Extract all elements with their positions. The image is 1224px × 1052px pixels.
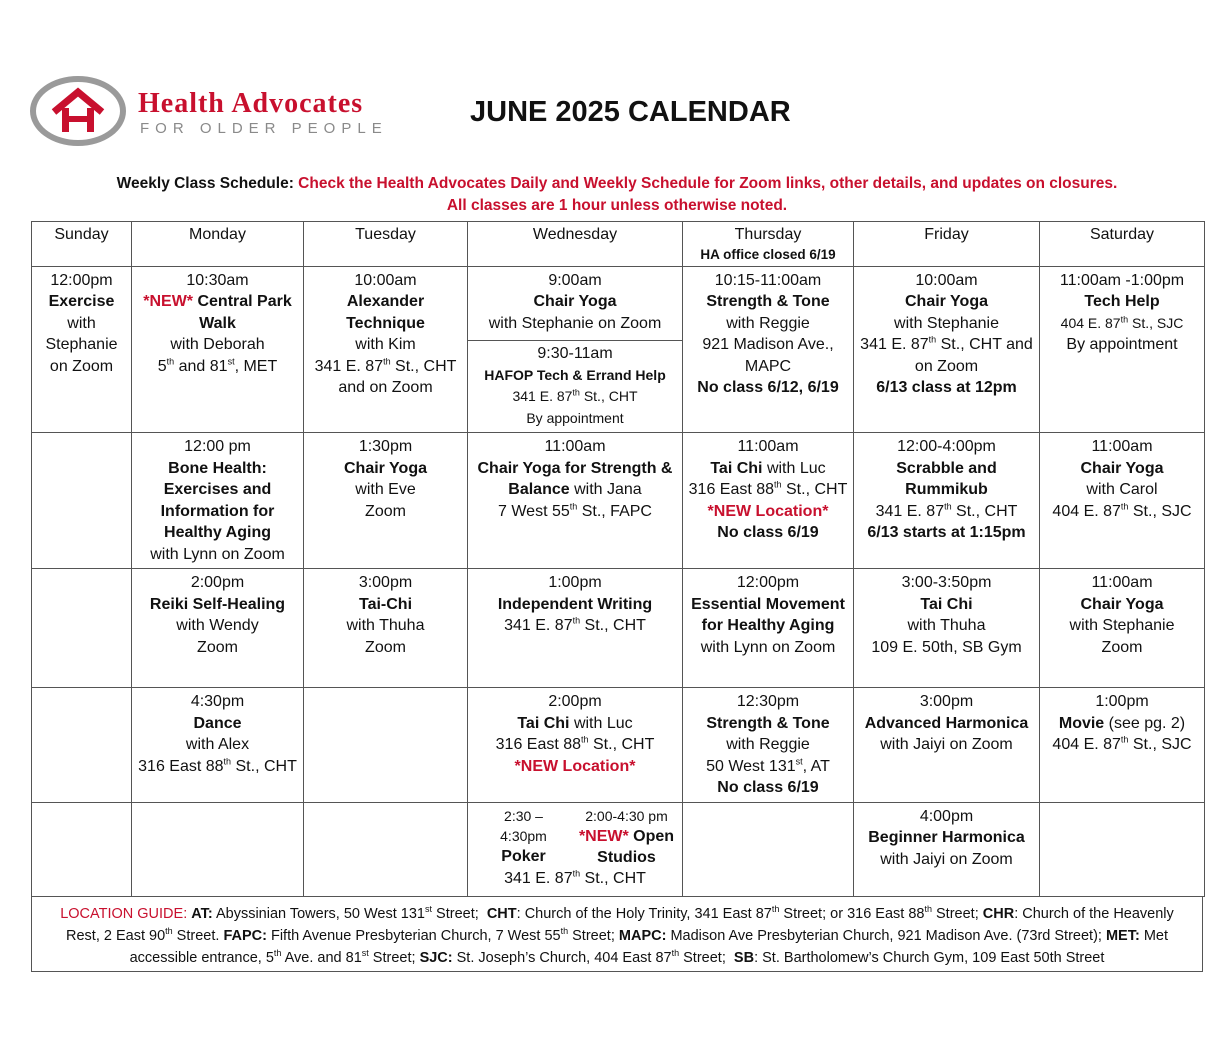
class-cell: 12:00-4:00pm Scrabble and Rummikub 341 E. 87th St., CHT 6/13 starts at 1:15pm bbox=[854, 433, 1040, 569]
day-header-saturday: Saturday bbox=[1040, 222, 1205, 267]
calendar-row-2 bbox=[32, 433, 1205, 569]
logo-tagline: FOR OLDER PEOPLE bbox=[140, 120, 388, 137]
schedule-note bbox=[30, 175, 1204, 193]
class-cell-empty bbox=[32, 802, 132, 896]
calendar-row-1 bbox=[32, 266, 1205, 433]
class-split bbox=[472, 806, 678, 868]
poker-class: 2:30 – 4:30pm Poker bbox=[500, 807, 547, 865]
class-cell-empty bbox=[304, 688, 468, 803]
class-cell: 11:00am Tai Chi with Luc 316 East 88th St., CHT *NEW Location* No class 6/19 bbox=[683, 433, 854, 569]
class-cell-empty bbox=[32, 688, 132, 803]
day-header-tuesday: Tuesday bbox=[304, 222, 468, 267]
class-cell: 11:00am Chair Yoga for Strength & Balance with Jana 7 West 55th St., FAPC bbox=[468, 433, 683, 569]
class-subcell: 9:30-11am HAFOP Tech & Errand Help 341 E. 87th St., CHT By appointment bbox=[468, 340, 682, 429]
logo bbox=[30, 76, 410, 152]
schedule-note-duration: All classes are 1 hour unless otherwise noted. bbox=[446, 197, 788, 214]
schedule-note-label: Weekly Class Schedule: bbox=[116, 175, 294, 192]
class-cell: 2:30 – 4:30pm Poker 2:00-4:30 pm *NEW* Open Studios 341 E. 87th St., CHT bbox=[468, 802, 683, 896]
class-cell: 4:30pm Dance with Alex 316 East 88th St., CHT bbox=[132, 688, 304, 803]
day-header-monday: Monday bbox=[132, 222, 304, 267]
class-cell-empty bbox=[683, 802, 854, 896]
location-guide-label: LOCATION GUIDE: bbox=[60, 906, 188, 922]
class-cell: 3:00-3:50pm Tai Chi with Thuha 109 E. 50th, SB Gym bbox=[854, 569, 1040, 688]
class-cell-empty bbox=[32, 569, 132, 688]
class-cell-empty bbox=[32, 433, 132, 569]
class-cell: 10:30am *NEW* Central Park Walk with Deborah 5th and 81st, MET bbox=[132, 266, 304, 433]
day-header-sunday: Sunday bbox=[32, 222, 132, 267]
calendar-row-3 bbox=[32, 569, 1205, 688]
logo-name: Health Advocates bbox=[138, 88, 364, 119]
class-cell: 1:00pm Independent Writing 341 E. 87th St., CHT bbox=[468, 569, 683, 688]
class-cell: 12:30pm Strength & Tone with Reggie 50 West 131st, AT No class 6/19 bbox=[683, 688, 854, 803]
class-cell: 2:00pm Tai Chi with Luc 316 East 88th St., CHT *NEW Location* bbox=[468, 688, 683, 803]
calendar-row-4 bbox=[32, 688, 1205, 803]
class-cell: 3:00pm Tai-Chi with Thuha Zoom bbox=[304, 569, 468, 688]
class-cell-empty bbox=[132, 802, 304, 896]
class-cell: 12:00pm Essential Movement for Healthy Aging with Lynn on Zoom bbox=[683, 569, 854, 688]
class-cell: 10:00am Alexander Technique with Kim 341 E. 87th St., CHT and on Zoom bbox=[304, 266, 468, 433]
open-studios-class: 2:00-4:30 pm *NEW* Open Studios bbox=[578, 807, 675, 866]
day-header-wednesday: Wednesday bbox=[468, 222, 683, 267]
class-cell: 11:00am Chair Yoga with Stephanie Zoom bbox=[1040, 569, 1205, 688]
schedule-note-text: Check the Health Advocates Daily and Weekly Schedule for Zoom links, other details, and updates on closures. bbox=[298, 175, 1118, 192]
location-guide: LOCATION GUIDE: AT: Abyssinian Towers, 50 West 131st Street; CHT: Church of the Holy Trinity, 341 East 87th Street; or 316 East 88th Street; CHR: Church of the Heavenly Rest, 2 East 90th Street. FAPC: Fifth Avenue Presbyterian Church, 7 West 55th Street; MAPC: Madison Ave Presbyterian Church, 921 Madison Ave. (73rd Street); MET: Met accessible entrance, 5th Ave. and 81st Street; SJC: St. Joseph’s Church, 404 East 87th Street; SB: St. Bartholomew’s Church Gym, 109 East 50th Street bbox=[31, 896, 1203, 972]
class-cell: 11:00am -1:00pm Tech Help 404 E. 87th St., SJC By appointment bbox=[1040, 266, 1205, 433]
office-closed-note: HA office closed 6/19 bbox=[700, 246, 836, 262]
calendar-table bbox=[31, 221, 1205, 897]
class-cell: 12:00 pm Bone Health: Exercises and Information for Healthy Aging with Lynn on Zoom bbox=[132, 433, 304, 569]
day-header-thursday: Thursday HA office closed 6/19 bbox=[683, 222, 854, 267]
calendar-row-5 bbox=[32, 802, 1205, 896]
class-cell: 10:00am Chair Yoga with Stephanie 341 E. 87th St., CHT and on Zoom 6/13 class at 12pm bbox=[854, 266, 1040, 433]
class-cell: 9:00am Chair Yoga with Stephanie on Zoom 9:30-11am HAFOP Tech & Errand Help 341 E. 87th St., CHT By appointment bbox=[468, 266, 683, 433]
class-cell-empty bbox=[304, 802, 468, 896]
class-cell: 1:00pm Movie (see pg. 2) 404 E. 87th St., SJC bbox=[1040, 688, 1205, 803]
class-cell: 4:00pm Beginner Harmonica with Jaiyi on Zoom bbox=[854, 802, 1040, 896]
class-cell: 12:00pm Exercise with Stephanie on Zoom bbox=[32, 266, 132, 433]
class-cell: 11:00am Chair Yoga with Carol 404 E. 87th St., SJC bbox=[1040, 433, 1205, 569]
day-header-friday: Friday bbox=[854, 222, 1040, 267]
calendar-header-row bbox=[32, 222, 1205, 267]
class-cell-empty bbox=[1040, 802, 1205, 896]
page-title: JUNE 2025 CALENDAR bbox=[470, 96, 791, 128]
class-cell: 1:30pm Chair Yoga with Eve Zoom bbox=[304, 433, 468, 569]
class-cell: 2:00pm Reiki Self-Healing with Wendy Zoom bbox=[132, 569, 304, 688]
class-cell: 3:00pm Advanced Harmonica with Jaiyi on Zoom bbox=[854, 688, 1040, 803]
class-cell: 10:15-11:00am Strength & Tone with Reggie 921 Madison Ave., MAPC No class 6/12, 6/19 bbox=[683, 266, 854, 433]
logo-house-icon bbox=[30, 76, 126, 146]
